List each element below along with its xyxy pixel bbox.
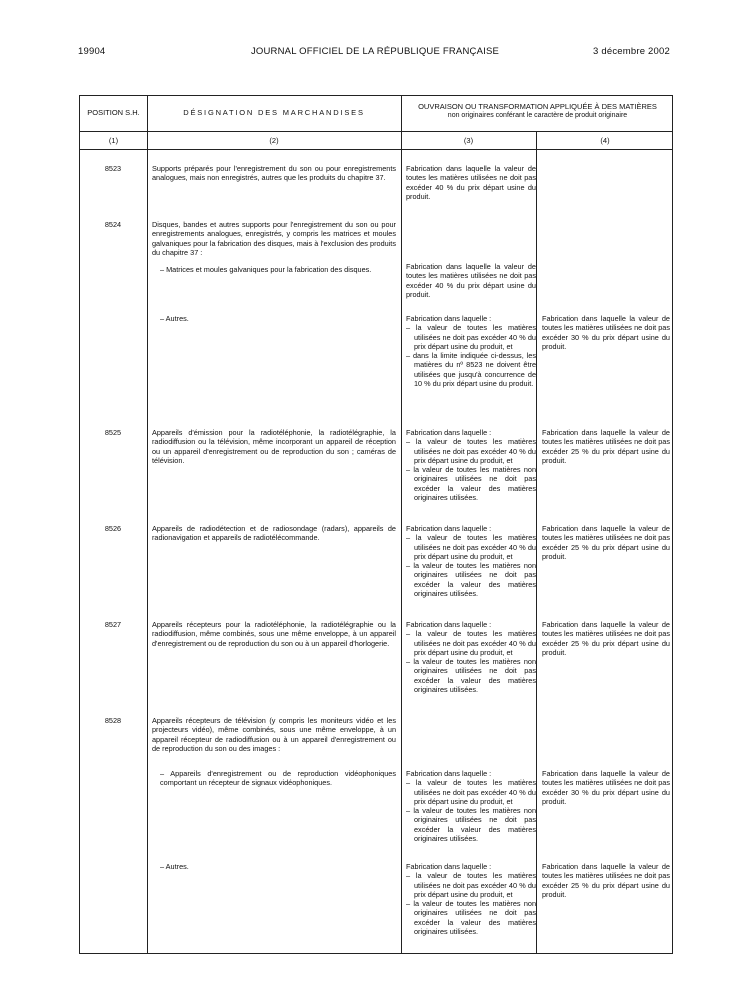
processing-rule: [406, 769, 536, 843]
column-divider: [401, 96, 402, 953]
column-number: (3): [463, 136, 474, 145]
alternative-rule: Fabrication dans laquelle la valeur de toutes les matières utilisées ne doit pas excéder 30 % du prix départ usine du produit.: [542, 314, 670, 351]
alternative-rule: Fabrication dans laquelle la valeur de toutes les matières utilisées ne doit pas excéder 25 % du prix départ usine du produit.: [542, 620, 670, 657]
alternative-rule: Fabrication dans laquelle la valeur de toutes les matières utilisées ne doit pas excéder 30 % du prix départ usine du produit.: [542, 769, 670, 806]
goods-description: Appareils récepteurs pour la radiotéléphonie, la radiotélégraphie ou la radiodiffusion, même combinés, sous une même enveloppe, à un appareil d'enregistrement ou de reproduction du son ou à un appareil d'horlogerie.: [152, 620, 396, 648]
rule-condition: – la valeur de toutes les matières non originaires utilisées ne doit pas excéder la valeur des matières originaires utilisées.: [406, 806, 536, 844]
rule-intro: Fabrication dans laquelle :: [406, 769, 492, 778]
processing-rule: Fabrication dans laquelle la valeur de toutes les matières utilisées ne doit pas excéder 40 % du prix départ usine du produit.: [406, 164, 536, 201]
goods-subdescription: – Matrices et moules galvaniques pour la fabrication des disques.: [160, 265, 372, 274]
goods-subdescription: – Autres.: [160, 314, 189, 323]
goods-description: Disques, bandes et autres supports pour l'enregistrement du son ou pour enregistrements analogues, enregistrés, y compris les matrices et moules galvaniques pour la fabrication des disques, mais à l'exclusion des produits du chapitre 37 :: [152, 220, 396, 257]
goods-description: Appareils de radiodétection et de radiosondage (radars), appareils de radionavigation et appareils de radiotélécommande.: [152, 524, 396, 543]
hs-position: 8525: [104, 428, 122, 437]
rule-condition: – la valeur de toutes les matières utilisées ne doit pas excéder 40 % du prix départ usine du produit, et: [406, 629, 536, 657]
goods-description: Appareils récepteurs de télévision (y compris les moniteurs vidéo et les projecteurs vidéo), même combinés, sous une même enveloppe, à un appareil récepteur de radiodiffusion ou à un appareil d'enregistrement ou de reproduction du son ou des images :: [152, 716, 396, 753]
header-rule: [80, 131, 672, 132]
hs-position: 8528: [104, 716, 122, 725]
processing-rule: [406, 428, 536, 502]
rule-intro: Fabrication dans laquelle :: [406, 524, 492, 533]
page-number: 19904: [78, 46, 106, 57]
rule-condition: – la valeur de toutes les matières non originaires utilisées ne doit pas excéder la valeur des matières originaires utilisées.: [406, 657, 536, 695]
goods-description: Appareils d'émission pour la radiotéléphonie, la radiotélégraphie, la radiodiffusion ou la télévision, même incorporant un appareil de réception ou un appareil d'enregistrement ou de reproduction du son ; caméras de télévision.: [152, 428, 396, 465]
rule-condition: – la valeur de toutes les matières utilisées ne doit pas excéder 40 % du prix départ usine du produit, et: [406, 871, 536, 899]
processing-rule: [406, 524, 536, 598]
header-ouvraison-sub: non originaires conférant le caractère de produit originaire: [447, 112, 628, 119]
processing-rule: [406, 862, 536, 936]
column-divider: [536, 132, 537, 953]
rule-condition: – la valeur de toutes les matières non originaires utilisées ne doit pas excéder la valeur des matières originaires utilisées.: [406, 561, 536, 599]
rule-condition: – la valeur de toutes les matières utilisées ne doit pas excéder 40 % du prix départ usine du produit, et: [406, 437, 536, 465]
processing-rule: [406, 620, 536, 694]
header-designation: DÉSIGNATION DES MARCHANDISES: [183, 108, 365, 117]
header-ouvraison: OUVRAISON OU TRANSFORMATION APPLIQUÉE À DES MATIÈRES: [418, 102, 657, 111]
hs-position: 8523: [104, 164, 122, 173]
column-divider: [147, 96, 148, 953]
goods-description: Supports préparés pour l'enregistrement du son ou pour enregistrements analogues, mais non enregistrés, autres que les produits du chapitre 37.: [152, 164, 396, 183]
rule-condition: – la valeur de toutes les matières utilisées ne doit pas excéder 40 % du prix départ usine du produit, et: [406, 778, 536, 806]
hs-position: 8526: [104, 524, 122, 533]
column-number: (4): [600, 136, 610, 145]
hs-position: 8527: [104, 620, 122, 629]
publication-date: 3 décembre 2002: [593, 46, 670, 57]
rule-condition: – la valeur de toutes les matières utilisées ne doit pas excéder 40 % du prix départ usine du produit, et: [406, 323, 536, 351]
alternative-rule: Fabrication dans laquelle la valeur de toutes les matières utilisées ne doit pas excéder 25 % du prix départ usine du produit.: [542, 428, 670, 465]
regulation-table: [79, 95, 673, 954]
rule-intro: Fabrication dans laquelle :: [406, 862, 492, 871]
header-rule: [80, 149, 672, 150]
column-number: (2): [269, 136, 279, 145]
journal-title: JOURNAL OFFICIEL DE LA RÉPUBLIQUE FRANÇAISE: [250, 46, 500, 57]
rule-intro: Fabrication dans laquelle :: [406, 620, 492, 629]
hs-position: 8524: [104, 220, 122, 229]
goods-subdescription: – Appareils d'enregistrement ou de reproduction vidéophoniques comportant un récepteur de signaux vidéophoniques.: [160, 769, 396, 788]
processing-rule: [406, 314, 536, 388]
processing-rule: Fabrication dans laquelle la valeur de toutes les matières utilisées ne doit pas excéder 40 % du prix départ usine du produit.: [406, 262, 536, 299]
rule-condition: – la valeur de toutes les matières utilisées ne doit pas excéder 40 % du prix départ usine du produit, et: [406, 533, 536, 561]
alternative-rule: Fabrication dans laquelle la valeur de toutes les matières utilisées ne doit pas excéder 25 % du prix départ usine du produit.: [542, 862, 670, 899]
goods-subdescription: – Autres.: [160, 862, 189, 871]
rule-condition: – dans la limite indiquée ci-dessus, les matières du nº 8523 ne doivent être utilisées que jusqu'à concurrence de 10 % du prix départ usine du produit.: [406, 351, 536, 389]
alternative-rule: Fabrication dans laquelle la valeur de toutes les matières utilisées ne doit pas excéder 25 % du prix départ usine du produit.: [542, 524, 670, 561]
rule-condition: – la valeur de toutes les matières non originaires utilisées ne doit pas excéder la valeur des matières originaires utilisées.: [406, 899, 536, 937]
rule-condition: – la valeur de toutes les matières non originaires utilisées ne doit pas excéder la valeur des matières originaires utilisées.: [406, 465, 536, 503]
rule-intro: Fabrication dans laquelle :: [406, 314, 492, 323]
header-position: POSITION S.H.: [87, 108, 140, 117]
column-number: (1): [108, 136, 119, 145]
rule-intro: Fabrication dans laquelle :: [406, 428, 492, 437]
